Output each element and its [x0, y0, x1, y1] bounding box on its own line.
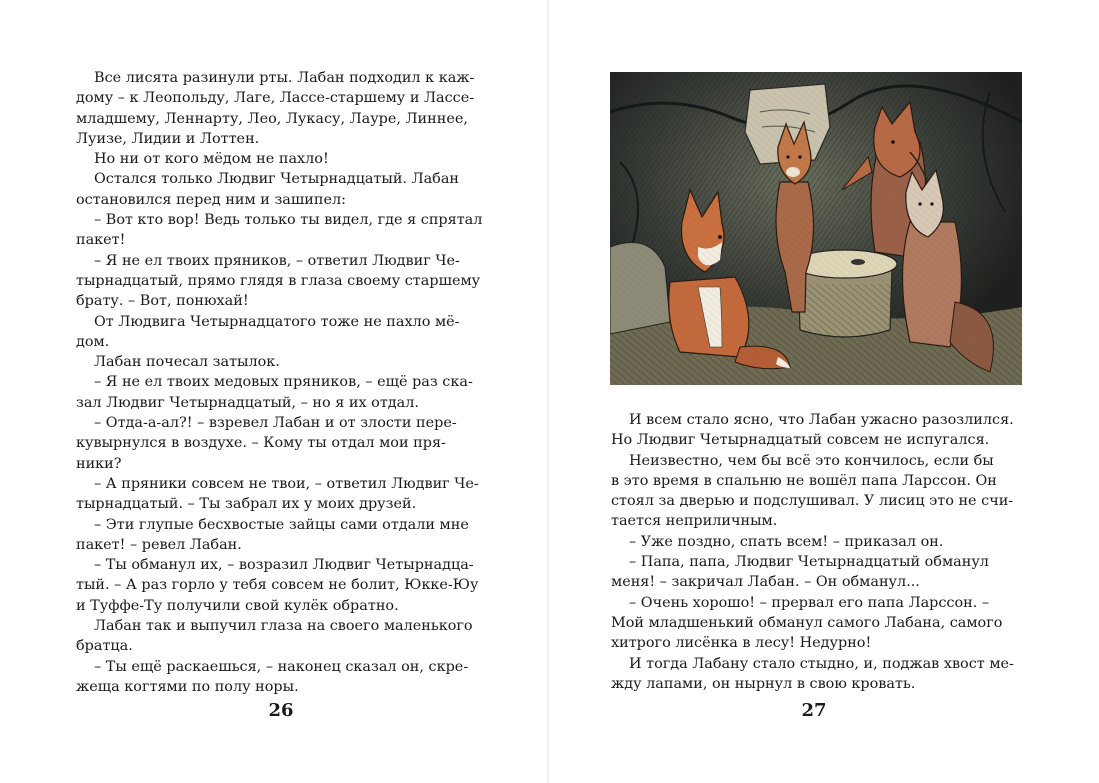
paragraph: Лабан почесал затылок. [94, 354, 280, 371]
page-number-right: 27 [801, 700, 827, 721]
paragraph: – Ты обманул их, – возразил Людвиг Четырнадца- тый. – А раз горло у тебя совсем не болит, Юкке-Юу и Туффе-Ту получили свой кулёк обратно. [76, 557, 479, 614]
paragraph: – А пряники совсем не твои, – ответил Людвиг Че- тырнадцатый. – Ты забрал их у моих друзей. [76, 475, 479, 513]
paragraph: – Папа, папа, Людвиг Четырнадцатый обманул меня! – закричал Лабан. – Он обманул... [611, 554, 989, 591]
paragraph: – Вот кто вор! Ведь только ты видел, где я спрятал пакет! [76, 212, 483, 249]
paragraph: – Отда-а-ал?! – взревел Лабан и от злости пере- кувырнулся в воздухе. – Кому ты отдал мои пря- ники? [76, 415, 457, 472]
right-page [549, 0, 1098, 783]
paragraph: – Уже поздно, спать всем! – приказал он. [629, 533, 944, 550]
paragraph: Остался только Людвиг Четырнадцатый. Лабан остановился перед ним и зашипел: [76, 171, 460, 208]
paragraph: Все лисята разинули рты. Лабан подходил к каж- дому – к Леопольду, Лаге, Лассе-старшему и Лассе- младшему, Леннарту, Лео, Лукасу, Лауре, Линнее, Луизе, Лидии и Лоттен. [76, 70, 475, 147]
paragraph: – Эти глупые бесхвостые зайцы сами отдали мне пакет! – ревел Лабан. [76, 516, 469, 553]
left-page [0, 0, 549, 783]
paragraph: Неизвестно, чем бы всё это кончилось, если бы в это время в спальню не вошёл папа Ларссон. Он стоял за дверью и подслушивал. У лисиц это не счи- тается неприличным. [611, 452, 1014, 530]
fox-burrow-illustration [610, 72, 1022, 385]
paragraph: – Очень хорошо! – прервал его папа Ларссон. – Мой младшенький обманул самого Лабана, самого хитрого лисёнка в лесу! Недурно! [611, 594, 1003, 652]
paragraph: Лабан так и выпучил глаза на своего маленького братца. [76, 618, 473, 655]
paragraph: И тогда Лабану стало стыдно, и, поджав хвост ме- жду лапами, он нырнул в свою кровать. [611, 655, 1014, 692]
paragraph: – Ты ещё раскаешься, – наконец сказал он, скре- жеща когтями по полу норы. [76, 658, 469, 695]
paragraph: Но ни от кого мёдом не пахло! [94, 151, 329, 168]
right-page-text [611, 410, 1023, 694]
paragraph: И всем стало ясно, что Лабан ужасно разозлился. Но Людвиг Четырнадцатый совсем не испугался. [611, 412, 1014, 449]
paragraph: – Я не ел твоих пряников, – ответил Людвиг Че- тырнадцатый, прямо глядя в глаза своему старшему брату. – Вот, понюхай! [76, 252, 481, 310]
left-page-text [76, 68, 486, 697]
paragraph: – Я не ел твоих медовых пряников, – ещё раз ска- зал Людвиг Четырнадцатый, – но я их отдал. [76, 374, 473, 411]
paragraph: От Людвига Четырнадцатого тоже не пахло мё- дом. [76, 313, 460, 350]
page-number-left: 26 [268, 700, 294, 721]
